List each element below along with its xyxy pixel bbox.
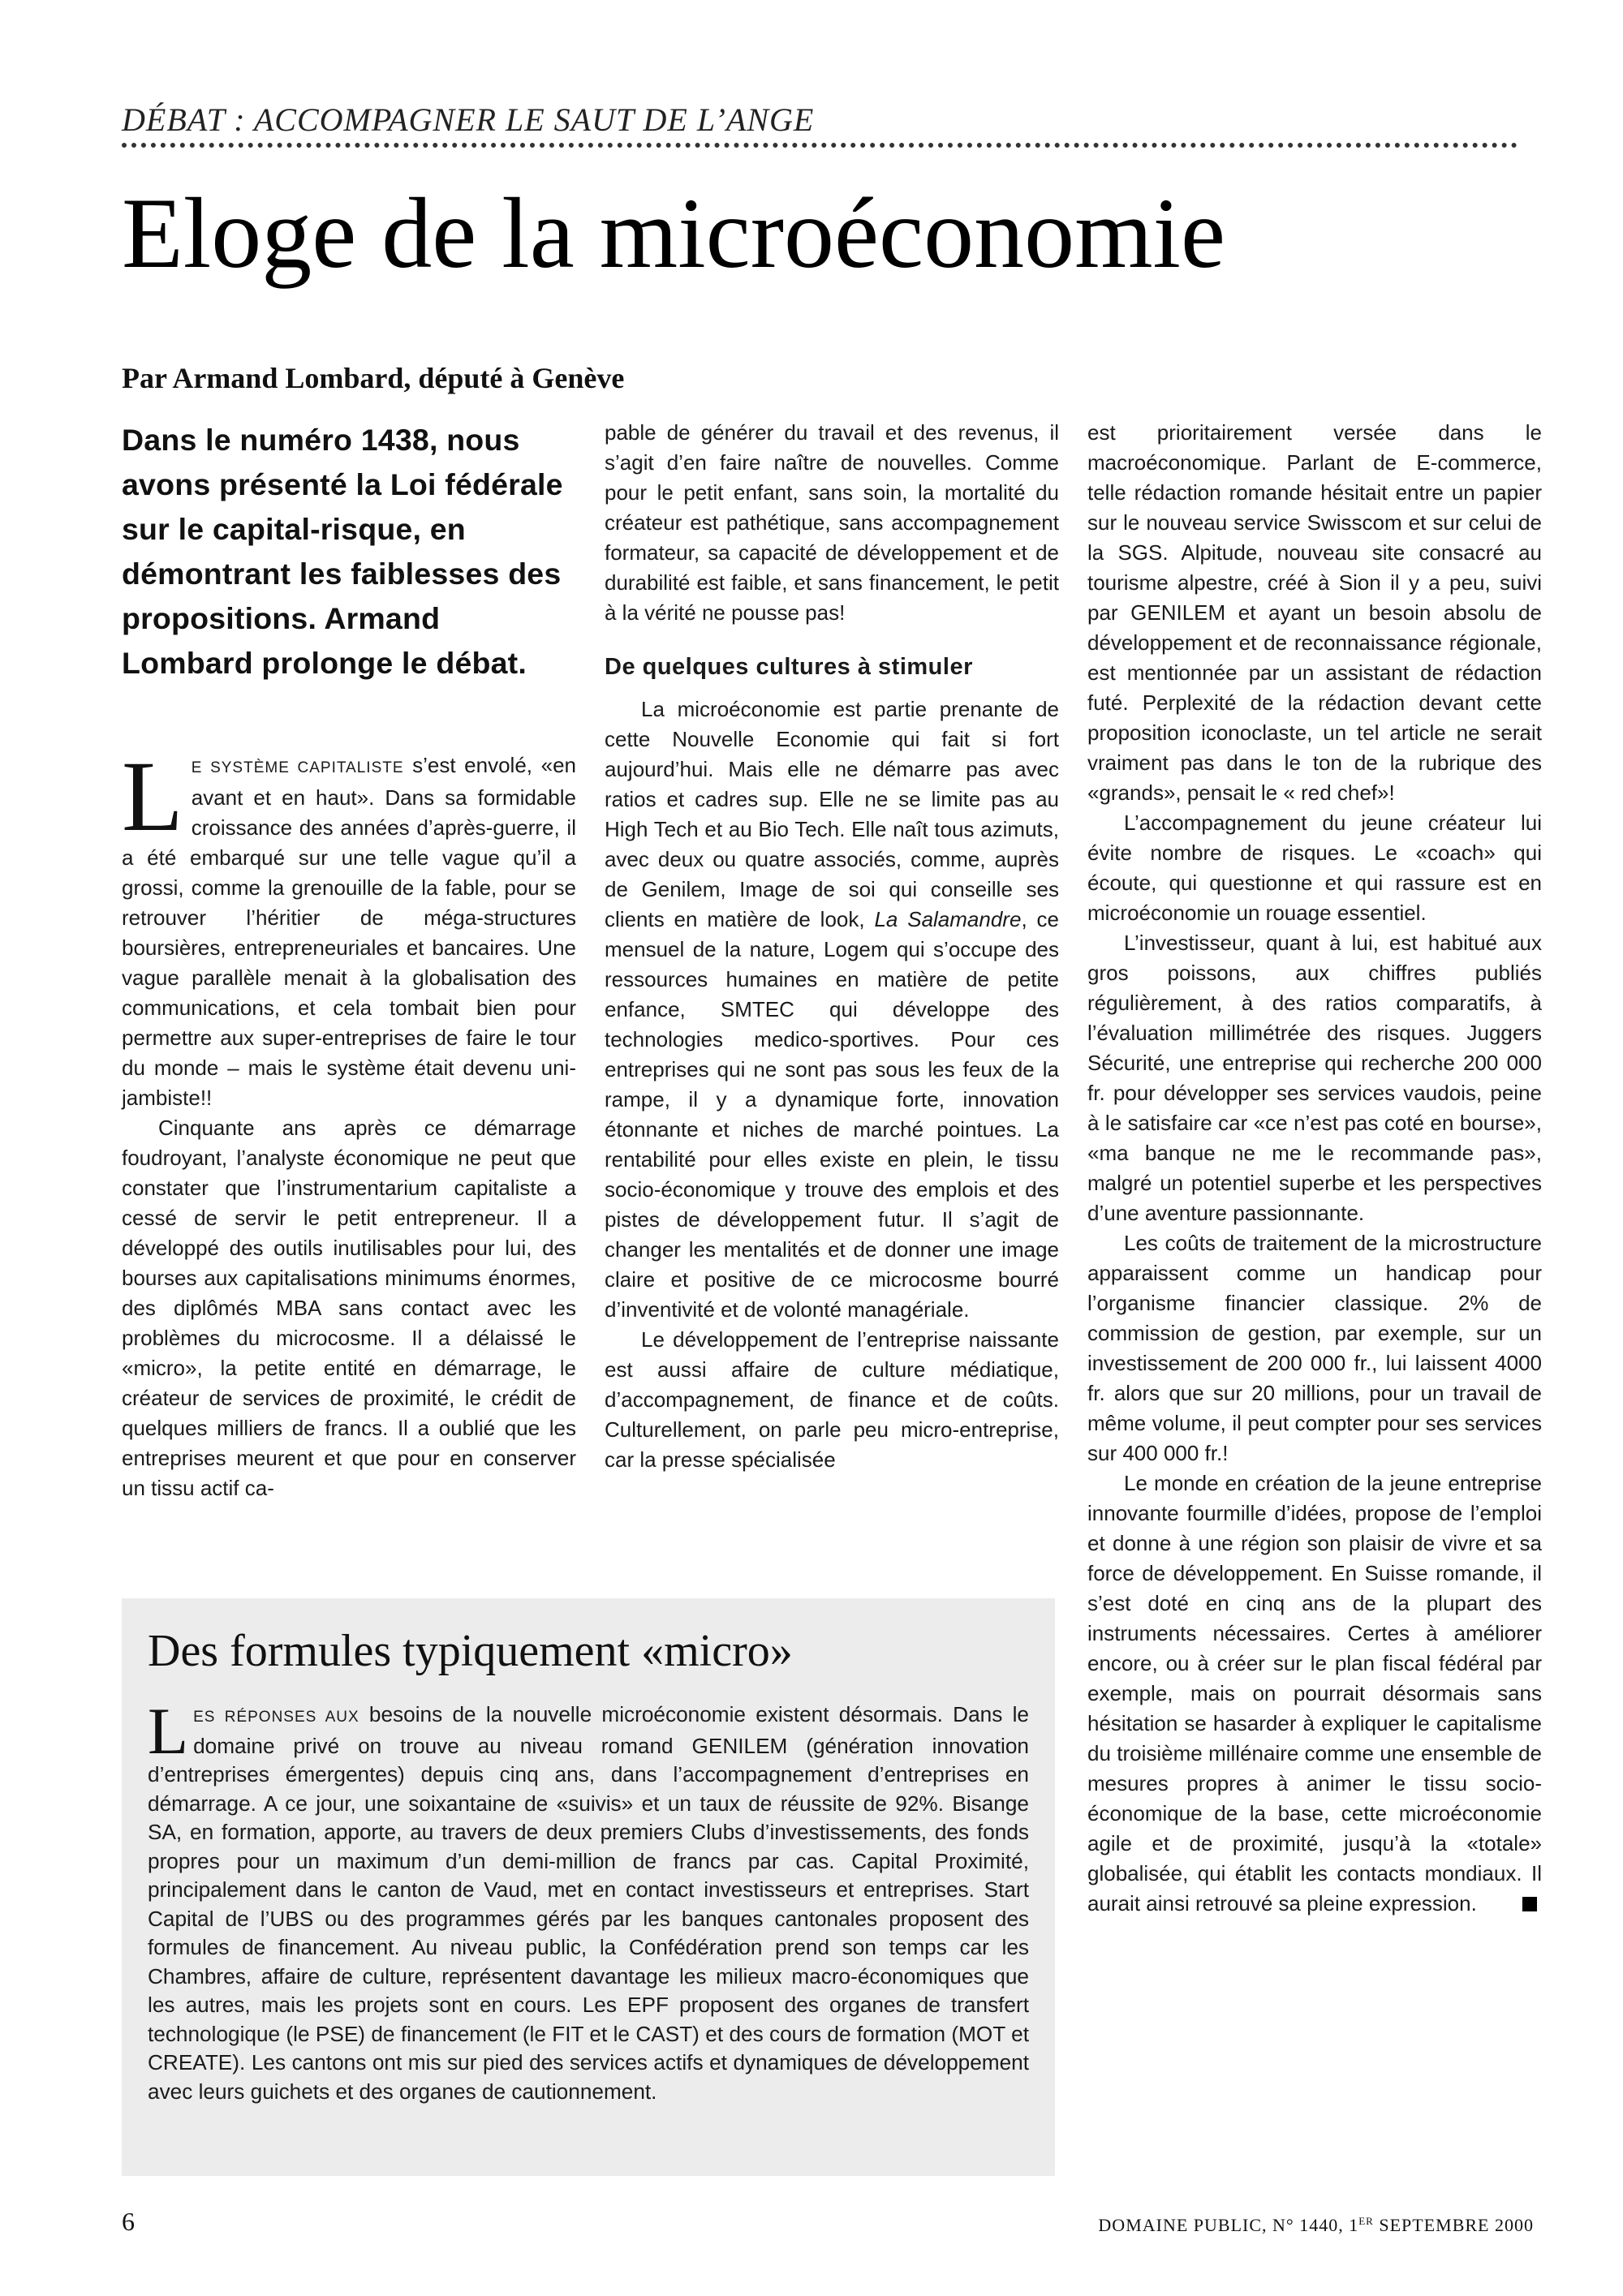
paragraph: Les coûts de traitement de la microstructure apparaissent comme un handicap pour l’organisme financier classique. 2% de commission de gestion, par exemple, sur un investissement de 200 000 fr., lui laissent 4000 fr. alors que sur 20 millions, pour un travail de même volume, il peut compter pour ses services sur 400 000 fr.!	[1087, 1231, 1542, 1465]
drop-cap: L	[148, 1694, 189, 1768]
section-kicker: DÉBAT : ACCOMPAGNER LE SAUT DE L’ANGE	[122, 99, 1518, 148]
paragraph-text: s’est envolé, «en avant et en haut». Dans sa formidable croissance des années d’après-guerre, il a été embarqué sur une telle vague qu’il a grossi, comme la grenouille de la fable, pour se retrouver l’héritier de méga-structures boursières, entrepreneuriales et bancaires. Une vague parallèle menait à la globalisation des communications, et cela tombait bien pour permettre aux super-entreprises de faire le tour du monde – mais le système était devenu uni-jambiste!!	[122, 753, 576, 1110]
paragraph: L’accompagnement du jeune créateur lui évite nombre de risques. Le «coach» qui écoute, qui questionne et qui rassure est en microéconomie un rouage essentiel.	[1087, 810, 1542, 925]
column-2	[605, 418, 1059, 1578]
paragraph	[122, 741, 576, 1113]
paragraph-text: , ce mensuel de la nature, Logem qui s’occupe des ressources humaines en matière de petite enfance, SMTEC qui développe des technologies medico-sportives. Pour ces entreprises qui ne sont pas sous les feux de la rampe, il y a dynamique forte, innovation étonnante et niches de marché pointues. La rentabilité pour elles existe en plein, le tissu socio-économique y trouve des emplois et des pistes de développement futur. Il s’agit de changer les mentalités et de donner une image claire et positive de ce microcosme bourré d’inventivité et de volonté managériale.	[605, 907, 1059, 1322]
page-number: 6	[122, 2207, 135, 2236]
lead-paragraph: Dans le numéro 1438, nous avons présenté la Loi fédérale sur le capital-risque, en démontrant les faiblesses des propositions. Armand Lombard prolonge le débat.	[122, 423, 563, 680]
paragraph: Cinquante ans après ce démarrage foudroyant, l’analyste économique ne peut que constater que l’instrumentarium capitaliste a cessé de servir le petit entrepreneur. Il a développé des outils inutilisables pour lui, des bourses aux capitalisations minimums énormes, des diplômés MBA sans contact avec les problèmes du microcosme. Il a délaissé le «micro», la petite entité en démarrage, le créateur de services de proximité, le crédit de quelques milliers de francs. Il a oublié que les entreprises meurent et que pour en conserver un tissu actif ca-	[122, 1116, 576, 1500]
publication-footer	[1098, 2215, 1534, 2236]
publication-name: DOMAINE PUBLIC, N° 1440, 1	[1098, 2215, 1359, 2235]
article-title: Eloge de la microéconomie	[122, 178, 1226, 289]
drop-cap: L	[122, 741, 183, 852]
sidebar-title: Des formules typiquement «micro»	[148, 1626, 793, 1676]
subheading: De quelques cultures à stimuler	[605, 654, 973, 680]
paragraph	[1087, 1468, 1542, 1919]
paragraph-text: besoins de la nouvelle microéconomie existent désormais. Dans le domaine privé on trouve au niveau romand GENILEM (génération innovation d’entreprises émergentes) depuis cinq ans, dans l’accompagnement d’entreprises en démarrage. A ce jour, une soixantaine de «suivis» et un taux de réussite de 92%. Bisange SA, en formation, apporte, au travers de deux premiers Clubs d’investissements, des fonds propres pour un maximum d’un demi-million de francs par cas. Capital Proximité, principalement dans le canton de Vaud, met en contact investisseurs et entreprises. Start Capital de l’UBS ou des programmes gérés par les banques cantonales proposent des formules de financement. Au niveau public, la Confédération prend son temps car les Chambres, affaire de culture, représentent davantage les milieux macro-économiques que les autres, mais les projets sont en cours. Les EPF proposent des organes de transfert technologique (le PSE) de financement (le FIT et le CAST) et des cours de formation (MOT et CREATE). Les cantons ont mis sur pied des services actifs et dynamiques de développement avec leurs guichets et des organes de cautionnement.	[148, 1702, 1029, 2104]
byline: Par Armand Lombard, député à Genève	[122, 362, 625, 394]
paragraph-text: La microéconomie est partie prenante de cette Nouvelle Economie qui fait si fort aujourd’hui. Mais elle ne démarre pas avec ratios et cadres sup. Elle ne se limite pas au High Tech et au Bio Tech. Elle naît tous azimuts, avec deux ou quatre associés, comme, auprès de Genilem, Image de soi qui conseille ses clients en matière de look,	[605, 697, 1059, 931]
column-1	[122, 741, 576, 1578]
paragraph: est prioritairement versée dans le macroéconomique. Parlant de E-commerce, telle rédaction romande hésitait entre un papier sur le nouveau service Swisscom et sur celui de la SGS. Alpitude, nouveau site consacré au tourisme alpestre, créé à Sion il y a peu, suivi par GENILEM et ayant un besoin absolu de développement et de reconnaissance régionale, est mentionnée par un assistant de rédaction futé. Perplexité de la rédaction devant cette proposition iconoclaste, un tel article ne serait vraiment pas dans le ton de la rubrique des «grands», pensait le « red chef»!	[1087, 420, 1542, 805]
publication-date: SEPTEMBRE 2000	[1373, 2215, 1534, 2235]
small-caps-opening: ES RÉPONSES AUX	[193, 1709, 359, 1726]
paragraph: Le développement de l’entreprise naissante est aussi affaire de culture médiatique, d’accompagnement, de finance et de coûts. Culturellement, on parle peu micro-entreprise, car la presse spécialisée	[605, 1327, 1059, 1472]
paragraph: pable de générer du travail et des revenus, il s’agit d’en faire naître de nouvelles. Comme pour le petit enfant, sans soin, la mortalité du créateur est pathétique, sans accompagnement formateur, sa capacité de développement et de durabilité est faible, et sans financement, le petit à la vérité ne pousse pas!	[605, 420, 1059, 625]
end-mark-icon	[1522, 1897, 1537, 1911]
paragraph: L’investisseur, quant à lui, est habitué aux gros poissons, aux chiffres publiés régulièrement, à des ratios comparatifs, à l’évaluation millimétrée des risques. Juggers Sécurité, une entreprise qui recherche 200 000 fr. pour développer ses services vaudois, peine à le satisfaire car «ce n’est pas coté en bourse», «ma banque ne me le recommande pas», malgré un potentiel superbe et les perspectives d’une aventure passionnante.	[1087, 931, 1542, 1225]
sidebar-text	[148, 1694, 1029, 2106]
publication-title: La Salamandre	[874, 907, 1022, 931]
small-caps-opening: E SYSTÈME CAPITALISTE	[191, 759, 404, 776]
paragraph	[605, 694, 1059, 1325]
paragraph-text: Le monde en création de la jeune entreprise innovante fourmille d’idées, propose de l’emploi et donne à une région son plaisir de vivre et sa force de développement. En Suisse romande, il s’est doté en cinq ans de la plupart des instruments nécessaires. Certes à améliorer encore, ou à créer sur le plan fiscal fédéral par exemple, mais on pourrait désormais sans hésitation se hasarder à expliquer le capitalisme du troisième millénaire comme une ensemble de mesures propres à animer le tissu socio-économique de la base, cette microéconomie agile et de proximité, jusqu’à la «totale» globalisée, qui établit les contacts mondiaux. Il aurait ainsi retrouvé sa pleine expression.	[1087, 1471, 1542, 1915]
column-3	[1087, 418, 1542, 2162]
sidebar-box	[122, 1598, 1055, 2176]
date-superscript: ER	[1358, 2215, 1374, 2227]
